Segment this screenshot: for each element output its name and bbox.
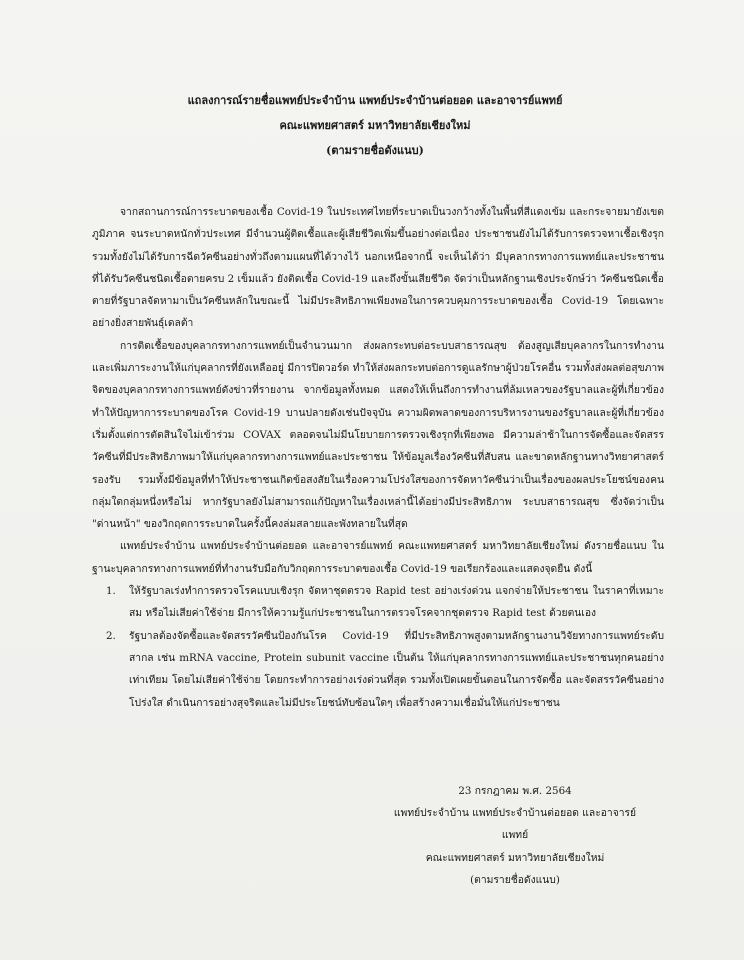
- title-line-1: แถลงการณ์รายชื่อแพทย์ประจำบ้าน แพทย์ประจำบ้านต่อยอด และอาจารย์แพทย์: [187, 94, 563, 107]
- signature-block: [385, 780, 645, 891]
- paragraph-statement: แพทย์ประจำบ้าน แพทย์ประจำบ้านต่อยอด และอาจารย์แพทย์ คณะแพทยศาสตร์ มหาวิทยาลัยเชียงใหม่ ดังรายชื่อแนบ ในฐานะบุคลากรทางการแพทย์ที่ทำงานรับมือกับวิกฤตการระบาดของเชื้อ Covid-19 ขอเรียกร้องและแสดงจุดยืน ดังนี้: [92, 540, 664, 575]
- signature-date: 23 กรกฎาคม พ.ศ. 2564: [458, 784, 572, 797]
- title-line-2: คณะแพทยศาสตร์ มหาวิทยาลัยเชียงใหม่: [279, 119, 471, 132]
- demand-number: 2.: [106, 629, 116, 642]
- signature-line-1: แพทย์ประจำบ้าน แพทย์ประจำบ้านต่อยอด และอาจารย์แพทย์: [393, 807, 637, 842]
- demand-text: รัฐบาลต้องจัดซื้อและจัดสรรวัคซีนป้องกันโรค Covid-19 ที่มีประสิทธิภาพสูงตามหลักฐานงานวิจัยทางการแพทย์ระดับสากล เช่น mRNA vaccine, Protein subunit vaccine เป็นต้น ให้แก่บุคลากรทางการแพทย์และประชาชนทุกคนอย่างเท่าเทียม โดยไม่เสียค่าใช้จ่าย โดยกระทำการอย่างเร่งด่วนที่สุด รวมทั้งเปิดเผยขั้นตอนในการจัดซื้อ และจัดสรรวัคซีนอย่างโปร่งใส ดำเนินการอย่างสุจริตและไม่มีประโยชน์ทับซ้อนใดๆ เพื่อสร้างความเชื่อมั่นให้แก่ประชาชน: [129, 629, 664, 709]
- demand-item: [92, 580, 664, 625]
- paragraph-situation: จากสถานการณ์การระบาดของเชื้อ Covid-19 ในประเทศไทยที่ระบาดเป็นวงกว้างทั้งในพื้นที่สีแดงเข้ม และกระจายมายังเขตภูมิภาค จนระบาดหนักทั่วประเทศ มีจำนวนผู้ติดเชื้อและผู้เสียชีวิตเพิ่มขึ้นอย่างต่อเนื่อง ประชาชนยังไม่ได้รับการตรวจหาเชื้อเชิงรุก รวมทั้งยังไม่ได้รับการฉีดวัคซีนอย่างทั่วถึงตามแผนที่ได้วางไว้ นอกเหนือจากนี้ จะเห็นได้ว่า มีบุคลากรทางการแพทย์และประชาชนที่ได้รับวัคซีนชนิดเชื้อตายครบ 2 เข็มแล้ว ยังติดเชื้อ Covid-19 และถึงขั้นเสียชีวิต จัดว่าเป็นหลักฐานเชิงประจักษ์ว่า วัคซีนชนิดเชื้อตายที่รัฐบาลจัดหามาเป็นวัคซีนหลักในขณะนี้ ไม่มีประสิทธิภาพเพียงพอในการควบคุมการระบาดของเชื้อ Covid-19 โดยเฉพาะอย่างยิ่งสายพันธุ์เดลต้า: [92, 206, 664, 330]
- demand-item: [92, 625, 664, 714]
- demand-number: 1.: [106, 585, 116, 598]
- signature-line-3: (ตามรายชื่อดังแนบ): [470, 874, 560, 887]
- paragraph-impact: การติดเชื้อของบุคลากรทางการแพทย์เป็นจำนวนมาก ส่งผลกระทบต่อระบบสาธารณสุข ต้องสูญเสียบุคลากรในการทำงาน และเพิ่มภาระงานให้แก่บุคลากรที่ยังเหลืออยู่ มีการปิดวอร์ด ทำให้ส่งผลกระทบต่อการดูแลรักษาผู้ป่วยโรคอื่น รวมทั้งส่งผลต่อสุขภาพจิตของบุคลากรทางการแพทย์ดังข่าวที่รายงาน จากข้อมูลทั้งหมด แสดงให้เห็นถึงการทำงานที่ล้มเหลวของรัฐบาลและผู้ที่เกี่ยวข้อง ทำให้ปัญหาการระบาดของโรค Covid-19 บานปลายดังเช่นปัจจุบัน ความผิดพลาดของการบริหารงานของรัฐบาลและผู้ที่เกี่ยวข้อง เริ่มตั้งแต่การตัดสินใจไม่เข้าร่วม COVAX ตลอดจนไม่มีนโยบายการตรวจเชิงรุกที่เพียงพอ มีความล่าช้าในการจัดซื้อและจัดสรรวัคซีนที่มีประสิทธิภาพมาให้แก่บุคลากรทางการแพทย์และประชาชน ให้ข้อมูลเรื่องวัคซีนที่สับสน และขาดหลักฐานทางวิทยาศาสตร์รองรับ รวมทั้งมีข้อมูลที่ทำให้ประชาชนเกิดข้อสงสัยในเรื่องความโปร่งใสของการจัดหาวัคซีนว่าเป็นเรื่องของผลประโยชน์ของคนกลุ่มใดกลุ่มหนึ่งหรือไม่ หากรัฐบาลยังไม่สามารถแก้ปัญหาในเรื่องเหล่านี้ได้อย่างมีประสิทธิภาพ ระบบสาธารณสุข ซึ่งจัดว่าเป็น "ด่านหน้า" ของวิกฤตการระบาดในครั้งนี้คงล่มสลายและพังทลายในที่สุด: [92, 339, 664, 531]
- title-line-3: (ตามรายชื่อดังแนบ): [326, 144, 424, 157]
- document-body: [92, 201, 664, 714]
- demands-list: [92, 580, 664, 714]
- demand-text: ให้รัฐบาลเร่งทำการตรวจโรคแบบเชิงรุก จัดหาชุดตรวจ Rapid test อย่างเร่งด่วน แจกจ่ายให้ประชาชน ในราคาที่เหมาะสม หรือไม่เสียค่าใช้จ่าย มีการให้ความรู้แก่ประชาชนในการตรวจโรคจากชุดตรวจ Rapid test ด้วยตนเอง: [129, 585, 664, 620]
- signature-line-2: คณะแพทยศาสตร์ มหาวิทยาลัยเชียงใหม่: [425, 851, 605, 864]
- document-title: [86, 88, 664, 163]
